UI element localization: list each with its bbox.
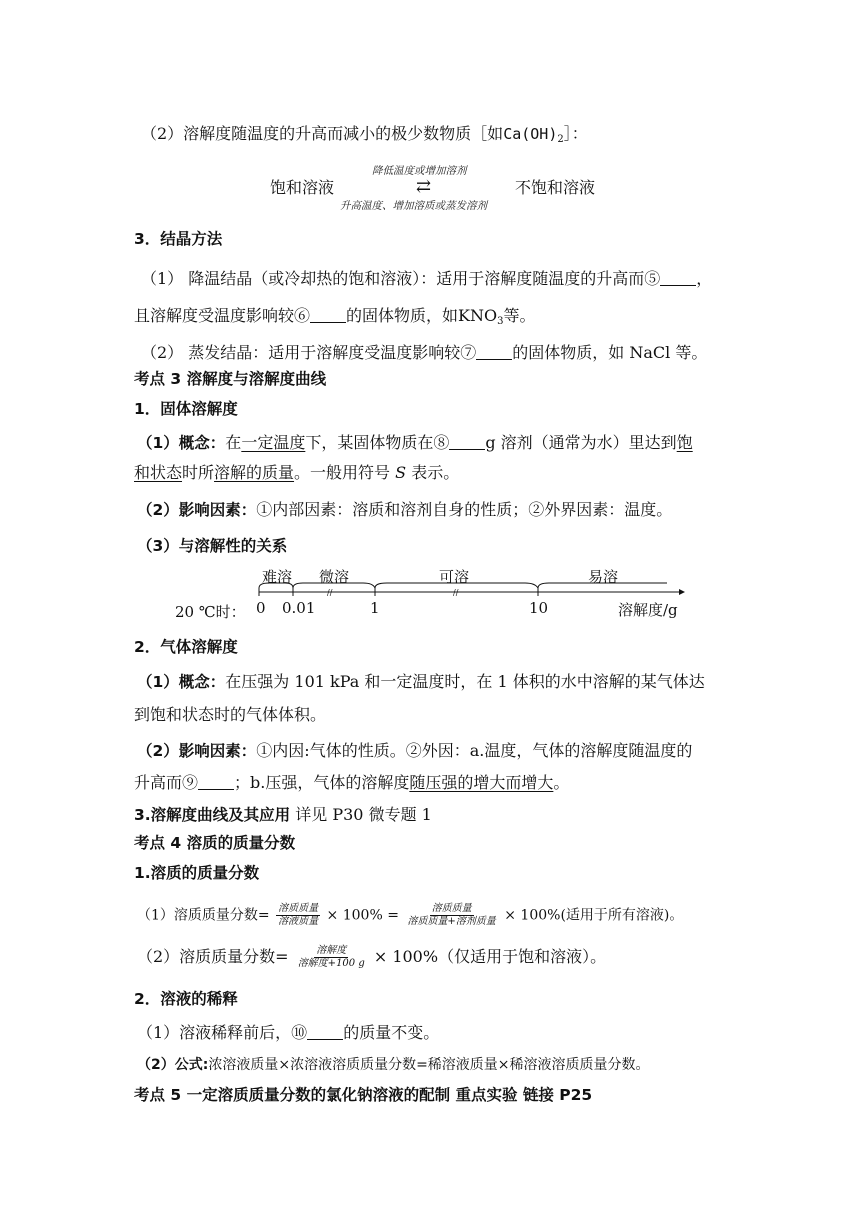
denominator: 溶质质量+溶剂质量 <box>407 916 496 927</box>
blank-10 <box>307 1023 343 1040</box>
formula-2 <box>137 945 606 970</box>
scale-tick-1: 1 <box>370 599 380 617</box>
item-end: ］： <box>563 124 588 143</box>
subscript: 3 <box>497 316 504 327</box>
text: 详见 P30 微专题 1 <box>290 805 432 824</box>
blank-7 <box>476 343 512 360</box>
blank-6 <box>310 306 346 323</box>
label: （1）溶质质量分数= <box>137 907 270 924</box>
text-end: 等。 <box>503 306 536 325</box>
blank-9 <box>198 773 234 790</box>
heading-dilution: 2．溶液的稀释 <box>134 990 238 1008</box>
text: 浓溶液质量×浓溶液溶质质量分数=稀溶液质量×稀溶液溶质质量分数。 <box>208 1057 650 1073</box>
curve-reference <box>134 804 432 826</box>
text: 且溶解度受温度影响较⑥ <box>134 306 311 325</box>
solid-definition-1 <box>137 432 693 454</box>
formula-1 <box>137 903 683 928</box>
text: 时所 <box>182 463 215 482</box>
text: 下，某固体物质在⑧ <box>305 433 450 452</box>
crystallization-1a <box>141 268 712 290</box>
scale-unit: 溶解度/g <box>618 601 678 619</box>
denominator: 溶液质量 <box>278 916 319 927</box>
text: × 100%(适用于所有溶液)。 <box>504 907 684 924</box>
gas-influence-2 <box>134 772 569 794</box>
svg-text://: // <box>327 588 333 597</box>
text-mid: 的固体物质，如KNO <box>346 306 498 325</box>
numerator: 溶解度 <box>316 945 347 956</box>
scale-prefix: 20 ℃时： <box>175 603 246 621</box>
text: ①内部因素：溶质和溶剂自身的性质；②外界因素：温度。 <box>256 500 673 519</box>
label: （2）影响因素： <box>137 742 257 760</box>
text: g 溶剂（通常为水）里达到 <box>485 433 677 452</box>
scale-tick-10: 10 <box>529 599 549 617</box>
gas-definition-1 <box>137 671 705 693</box>
text: 表示。 <box>406 463 460 482</box>
underlined-term: 一定温度 <box>241 433 306 452</box>
underlined-term: 和状态 <box>134 463 183 482</box>
item-text: （2）溶解度随温度的升高而减小的极少数物质［如 <box>141 124 504 143</box>
text: × 100% = <box>326 907 399 924</box>
underlined-term: 溶解的质量 <box>214 463 295 482</box>
text: ①内因:气体的性质。②外因：a.温度，气体的溶解度随温度的 <box>256 741 693 760</box>
solid-definition-2 <box>134 462 459 484</box>
scale-cat-insoluble: 难溶 <box>262 568 293 586</box>
scale-cat-easily: 易溶 <box>588 568 619 586</box>
heading-kaodian-5: 考点 5 一定溶质质量分数的氯化钠溶液的配制 重点实验 链接 P25 <box>134 1086 593 1104</box>
text: 。一般用符号 <box>294 463 396 482</box>
item-2-decreasing <box>141 123 588 151</box>
text-end: 的固体物质，如 NaCl 等。 <box>512 343 708 362</box>
fraction-2 <box>405 903 497 928</box>
formula: Ca(OH) <box>503 125 558 143</box>
denominator: 溶解度+100 g <box>297 958 365 969</box>
scale-cat-soluble: 可溶 <box>439 568 470 586</box>
eq-bottom-label: 升高温度、增加溶质或蒸发溶剂 <box>340 200 487 212</box>
numerator: 溶质质量 <box>431 903 472 914</box>
symbol: S <box>395 463 407 482</box>
label: 3.溶解度曲线及其应用 <box>134 806 291 824</box>
eq-top-label: 降低温度或增加溶剂 <box>372 165 467 177</box>
eq-right: 不饱和溶液 <box>515 178 596 197</box>
heading-mass-fraction: 1.溶质的质量分数 <box>134 864 260 882</box>
crystallization-2 <box>141 342 707 364</box>
label: （2）影响因素： <box>137 501 257 519</box>
heading-relation: （3）与溶解性的关系 <box>137 537 288 555</box>
text: 在 <box>225 433 242 452</box>
underlined-term: 随压强的增大而增大 <box>409 773 554 792</box>
gas-influence-1 <box>137 740 692 762</box>
heading-gas-solubility: 2．气体溶解度 <box>134 638 238 656</box>
fraction-1 <box>276 903 320 928</box>
label: （2）公式: <box>137 1057 209 1073</box>
label: （1）概念： <box>137 434 226 452</box>
heading-kaodian-3: 考点 3 溶解度与溶解度曲线 <box>134 370 327 388</box>
formula-subscript: 2 <box>557 134 564 145</box>
label: （2）溶质质量分数= <box>137 947 289 966</box>
heading-solid-solubility: 1．固体溶解度 <box>134 400 238 418</box>
blank-5 <box>660 269 696 286</box>
label: （1）概念： <box>137 673 226 691</box>
heading-kaodian-4: 考点 4 溶质的质量分数 <box>134 834 296 852</box>
eq-arrow-icon: ⇄ <box>416 176 432 197</box>
solid-influence <box>137 499 672 521</box>
dilution-1 <box>137 1022 439 1044</box>
scale-cat-slightly: 微溶 <box>319 568 350 586</box>
eq-left: 饱和溶液 <box>270 178 335 197</box>
text: ；b.压强，气体的溶解度 <box>234 773 410 792</box>
text-end: ， <box>696 269 713 288</box>
gas-definition-2: 到饱和状态时的气体体积。 <box>134 705 327 724</box>
scale-tick-001: 0.01 <box>282 599 316 617</box>
text: 的质量不变。 <box>343 1023 440 1042</box>
text: （2） 蒸发结晶：适用于溶解度受温度影响较⑦ <box>141 343 477 362</box>
scale-tick-0: 0 <box>256 599 266 617</box>
text: 升高而⑨ <box>134 773 199 792</box>
underlined-term: 饱 <box>676 433 693 452</box>
fraction <box>296 945 367 970</box>
svg-text://: // <box>453 588 459 597</box>
text: 。 <box>553 773 570 792</box>
crystallization-1b <box>134 305 535 333</box>
text: 在压强为 101 kPa 和一定温度时，在 1 体积的水中溶解的某气体达 <box>225 672 705 691</box>
text: × 100%（仅适用于饱和溶液）。 <box>373 947 607 966</box>
numerator: 溶质质量 <box>278 903 319 914</box>
blank-8 <box>449 433 485 450</box>
heading-crystallization: 3．结晶方法 <box>134 230 223 248</box>
text: （1） 降温结晶（或冷却热的饱和溶液）：适用于溶解度随温度的升高而⑤ <box>141 269 661 288</box>
text: （1）溶液稀释前后，⑩ <box>137 1023 308 1042</box>
dilution-formula <box>137 1054 650 1076</box>
